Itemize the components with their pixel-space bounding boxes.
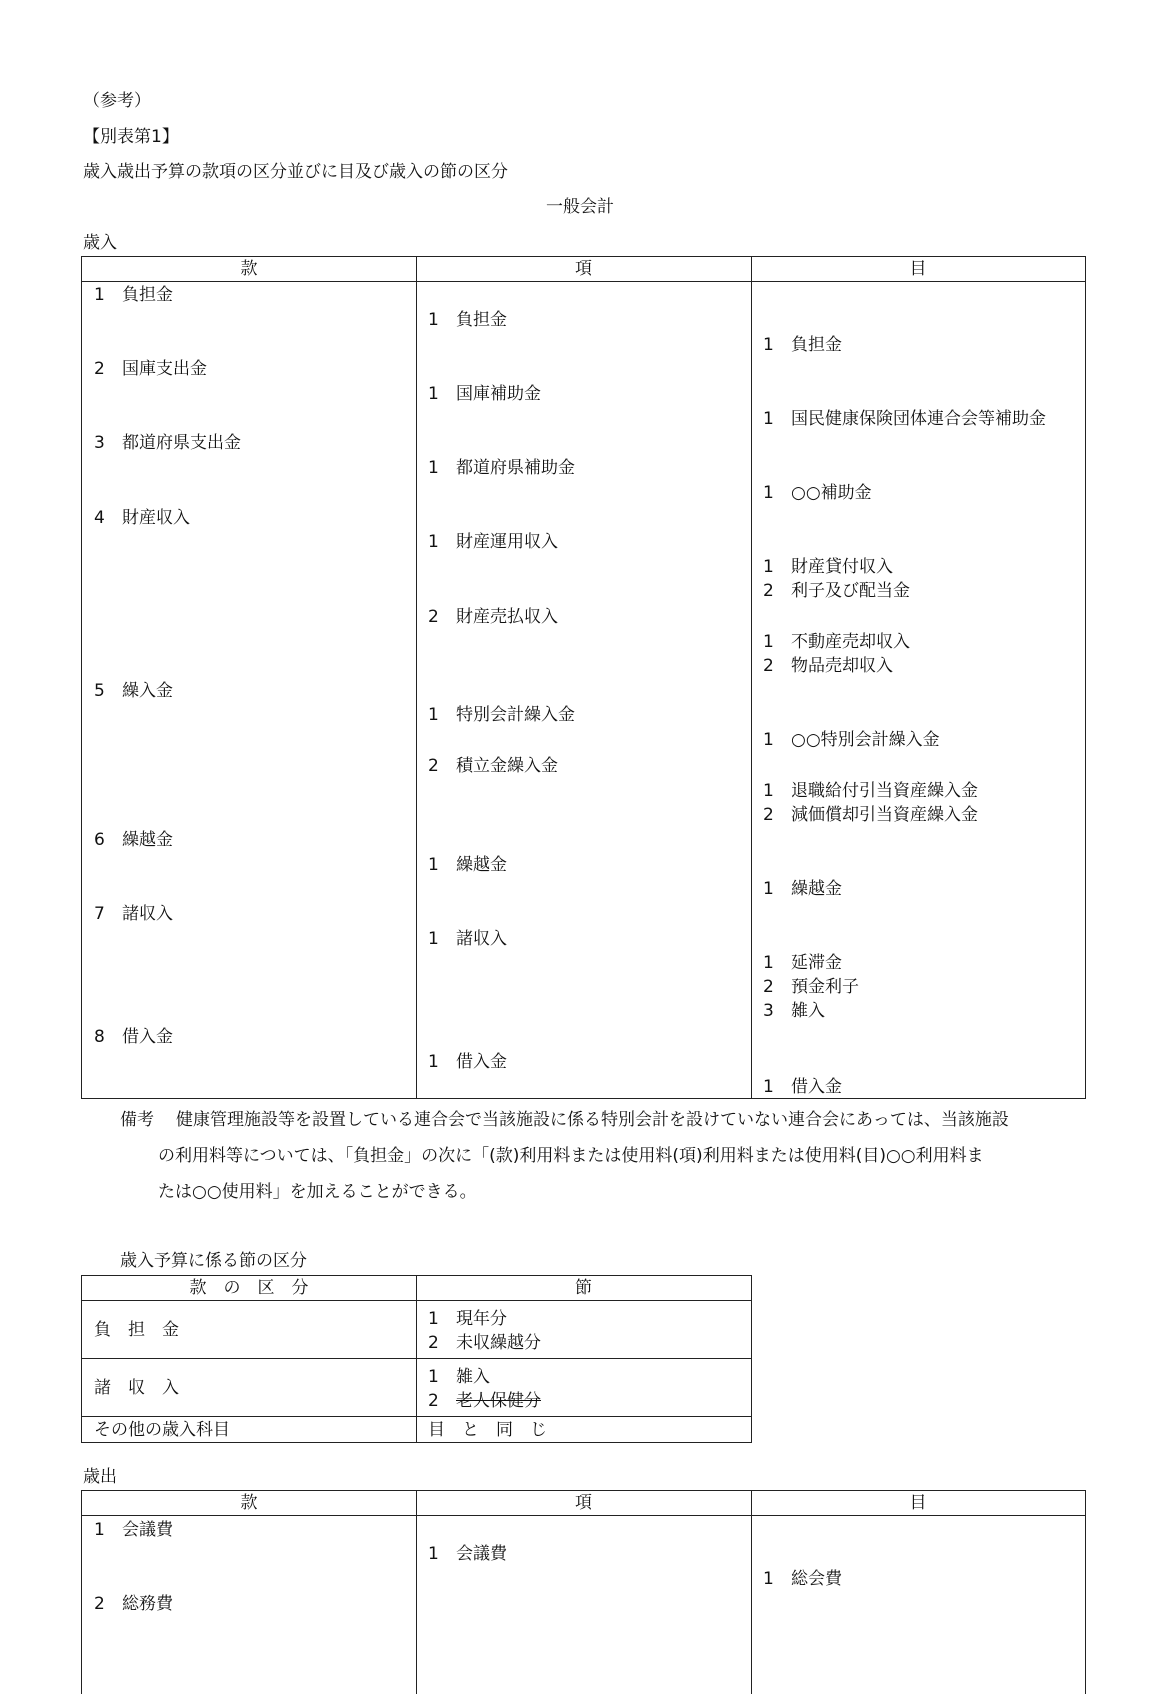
section-table-caption: 歳入予算に係る節の区分 — [120, 1251, 307, 1271]
expenditure-table — [81, 1490, 1086, 1694]
expenditure-label: 歳出 — [83, 1467, 117, 1487]
revenue-kou-item: 1 国庫補助金 — [428, 384, 541, 404]
revenue-kou-item: 1 借入金 — [428, 1052, 507, 1072]
section-setsu-item: 2 未収繰越分 — [428, 1333, 541, 1353]
section-setsu-item: 1 雑入 — [428, 1367, 490, 1387]
expenditure-col-kan: 款 — [82, 1491, 416, 1516]
section-setsu-item-struck: 2 老人保健分 — [428, 1391, 541, 1411]
expenditure-kan-item: 2 総務費 — [94, 1594, 173, 1614]
revenue-col-moku: 目 — [751, 257, 1085, 282]
revenue-kan-item: 7 諸収入 — [94, 904, 173, 924]
revenue-label: 歳入 — [83, 233, 117, 253]
revenue-kan-item: 1 負担金 — [94, 285, 173, 305]
revenue-moku-item: 1 繰越金 — [763, 879, 842, 899]
revenue-moku-item: 1 負担金 — [763, 335, 842, 355]
section-kan-cell: 負 担 金 — [94, 1320, 179, 1340]
expenditure-kou-item: 1 会議費 — [428, 1544, 507, 1564]
revenue-kan-item: 6 繰越金 — [94, 830, 173, 850]
section-col-kan: 款 の 区 分 — [82, 1276, 416, 1301]
remarks-line: の利用料等については、「負担金」の次に「(款)利用料または使用料(項)利用料または使用料(目)○○利用料ま — [158, 1146, 984, 1166]
revenue-moku-item: 1 ○○特別会計繰入金 — [763, 730, 940, 750]
revenue-kan-item: 2 国庫支出金 — [94, 359, 207, 379]
remarks-line: たは○○使用料」を加えることができる。 — [158, 1182, 477, 1202]
revenue-moku-item: 3 雑入 — [763, 1001, 825, 1021]
reference-label: （参考） — [83, 91, 151, 111]
expenditure-kan-item: 1 会議費 — [94, 1520, 173, 1540]
account-label: 一般会計 — [546, 197, 614, 217]
revenue-moku-item: 2 減価償却引当資産繰入金 — [763, 805, 978, 825]
remarks-line: 健康管理施設等を設置している連合会で当該施設に係る特別会計を設けていない連合会にあっては、当該施設 — [176, 1110, 1009, 1130]
revenue-moku-item: 1 ○○補助金 — [763, 483, 872, 503]
revenue-kou-item: 1 繰越金 — [428, 855, 507, 875]
revenue-moku-item: 1 国民健康保険団体連合会等補助金 — [763, 409, 1046, 429]
expenditure-col-moku: 目 — [751, 1491, 1085, 1516]
section-setsu-cell: 目 と 同 じ — [428, 1420, 547, 1440]
revenue-moku-item: 1 財産貸付収入 — [763, 557, 893, 577]
page-title: 歳入歳出予算の款項の区分並びに目及び歳入の節の区分 — [83, 162, 508, 182]
revenue-table — [81, 256, 1086, 1099]
revenue-kou-item: 2 積立金繰入金 — [428, 756, 558, 776]
expenditure-moku-item: 1 総会費 — [763, 1569, 842, 1589]
revenue-moku-item: 2 物品売却収入 — [763, 656, 893, 676]
revenue-kou-item: 1 都道府県補助金 — [428, 458, 575, 478]
revenue-kou-item: 1 負担金 — [428, 310, 507, 330]
revenue-moku-item: 2 預金利子 — [763, 977, 859, 997]
revenue-col-kou: 項 — [416, 257, 751, 282]
revenue-moku-item: 1 退職給付引当資産繰入金 — [763, 781, 978, 801]
revenue-moku-item: 2 利子及び配当金 — [763, 581, 910, 601]
revenue-col-kan: 款 — [82, 257, 416, 282]
revenue-moku-item: 1 借入金 — [763, 1077, 842, 1097]
section-setsu-item: 1 現年分 — [428, 1309, 507, 1329]
section-col-setsu: 節 — [416, 1276, 751, 1301]
expenditure-col-kou: 項 — [416, 1491, 751, 1516]
revenue-kou-item: 2 財産売払収入 — [428, 607, 558, 627]
revenue-kan-item: 4 財産収入 — [94, 508, 190, 528]
revenue-kou-item: 1 財産運用収入 — [428, 532, 558, 552]
revenue-kou-item: 1 特別会計繰入金 — [428, 705, 575, 725]
appendix-label: 【別表第1】 — [83, 127, 179, 147]
revenue-kan-item: 3 都道府県支出金 — [94, 433, 241, 453]
section-kan-cell: 諸 収 入 — [94, 1378, 179, 1398]
revenue-moku-item: 1 延滞金 — [763, 953, 842, 973]
section-kan-cell: その他の歳入科目 — [94, 1420, 230, 1440]
section-table — [81, 1275, 752, 1443]
revenue-moku-item: 1 不動産売却収入 — [763, 632, 910, 652]
remarks-label: 備考 — [120, 1110, 154, 1130]
revenue-kan-item: 5 繰入金 — [94, 681, 173, 701]
revenue-kou-item: 1 諸収入 — [428, 929, 507, 949]
revenue-kan-item: 8 借入金 — [94, 1027, 173, 1047]
